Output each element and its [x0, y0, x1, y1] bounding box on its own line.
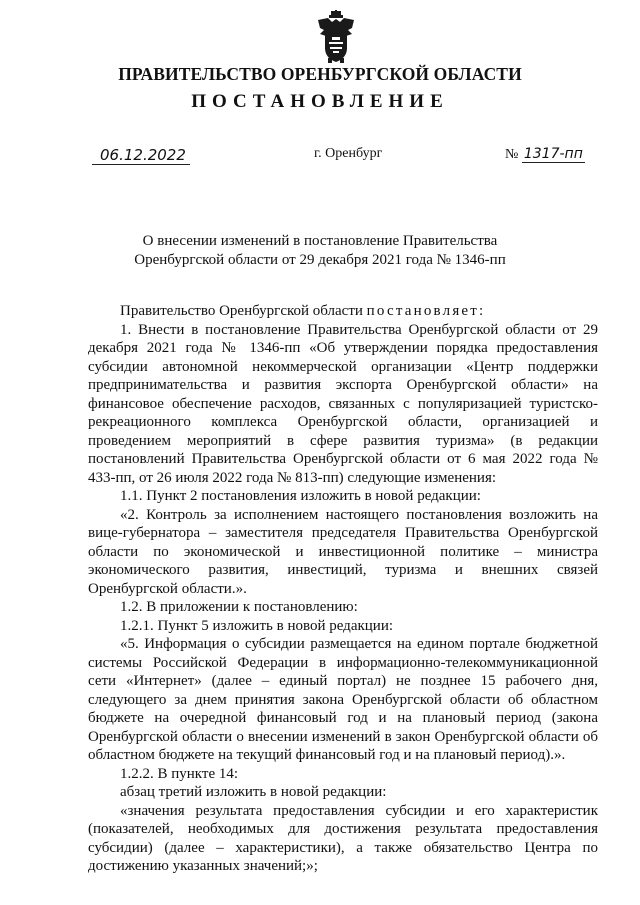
- document-number: [505, 146, 585, 163]
- document-type-title: ПОСТАНОВЛЕНИЕ: [191, 91, 449, 112]
- body-paragraph: 1.2.1. Пункт 5 изложить в новой редакции:: [120, 617, 394, 634]
- body-paragraph: 1.1. Пункт 2 постановления изложить в новой редакции:: [120, 488, 481, 504]
- body-paragraph: 1.2.2. В пункте 14:: [120, 765, 239, 782]
- document-subject: [0, 232, 640, 270]
- intro-text: Правительство Оренбургской области: [120, 303, 367, 319]
- number-value: 1317-пп: [523, 146, 583, 162]
- intro-paragraph: [88, 302, 598, 321]
- document-body: [88, 302, 598, 876]
- body-paragraph: «значения результата предоставления субсидии и его характеристик (показателей, необходимых для достижения результата предоставления субсидии) (далее – характеристики), а также обязательство Центра по достижению указанных значений;»;: [88, 802, 598, 874]
- intro-resolves: постановляет:: [366, 303, 486, 319]
- subject-line: О внесении изменений в постановление Правительства: [142, 233, 498, 249]
- body-paragraph: «2. Контроль за исполнением настоящего постановления возложить на вице-губернатора – заместителя председателя Правительства Оренбургской области по экономической и инвестиционной политике – министра экономического развития, инвестиций, туризма и внешних связей Оренбургской области.».: [88, 506, 598, 597]
- document-date: 06.12.2022: [92, 146, 190, 165]
- subject-line: Оренбургской области от 29 декабря 2021 года № 1346-пп: [134, 252, 506, 268]
- body-paragraph: абзац третий изложить в новой редакции:: [120, 784, 387, 800]
- number-prefix: №: [505, 147, 519, 162]
- document-city: г. Оренбург: [314, 146, 383, 161]
- organization-title: ПРАВИТЕЛЬСТВО ОРЕНБУРГСКОЙ ОБЛАСТИ: [118, 64, 522, 84]
- coat-of-arms-emblem: [316, 10, 356, 64]
- body-paragraph: «5. Информация о субсидии размещается на едином портале бюджетной системы Российской Федерации в информационно-телекоммуникационной сети «Интернет» (далее – единый портал) не позднее 15 рабочего дня, следующего за днем принятия закона Оренбургской области об областном бюджете на очередной финансовый год и на плановый период (закона Оренбургской области о внесении изменений в закон Оренбургской области об областном бюджете на текущий финансовый год и на плановый период).».: [88, 636, 598, 763]
- body-paragraph: 1.2. В приложении к постановлению:: [120, 599, 358, 615]
- body-paragraph: 1. Внести в постановление Правительства Оренбургской области от 29 декабря 2021 года № 1346-пп «Об утверждении порядка предоставления субсидии автономной некоммерческой организации «Центр поддержки предпринимательства и развития экспорта Оренбургской области» на финансовое обеспечение расходов, связанных с популяризацией туристско-рекреационного комплекса Оренбургской области, организацией и проведением мероприятий в сфере развития туризма» (в редакции постановлений Правительства Оренбургской области от 6 мая 2022 года № 433-пп, от 26 июля 2022 года № 813-пп) следующие изменения:: [88, 321, 598, 486]
